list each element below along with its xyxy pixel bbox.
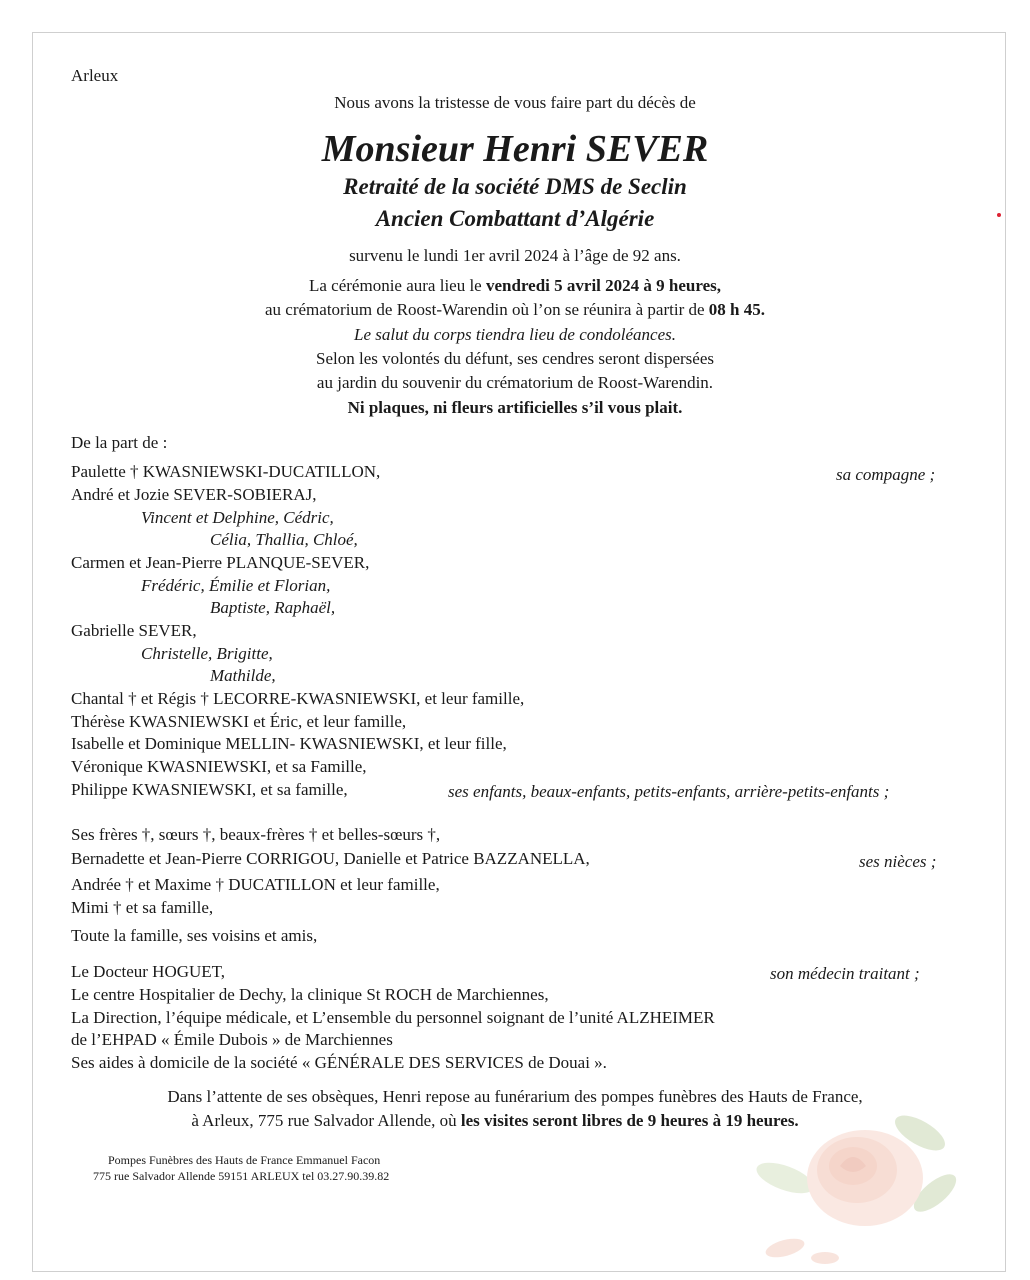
ceremony-date: vendredi 5 avril 2024 à 9 heures, <box>485 276 721 295</box>
ceremony-line-2 <box>0 300 1030 320</box>
family-line: Paulette † KWASNIEWSKI-DUCATILLON, <box>71 462 381 481</box>
town-name: Arleux <box>71 66 119 85</box>
ceremony-line-1 <box>0 276 1030 296</box>
family-line: Thérèse KWASNIEWSKI et Éric, et leur famille, <box>71 712 407 731</box>
family-line: Le Docteur HOGUET, <box>71 962 226 981</box>
family-line: Ses aides à domicile de la société « GÉNÉRALE DES SERVICES de Douai ». <box>71 1053 607 1072</box>
deceased-name: Monsieur Henri SEVER <box>321 128 709 170</box>
family-line: André et Jozie SEVER-SOBIERAJ, <box>71 485 317 504</box>
closing-line-1: Dans l’attente de ses obsèques, Henri repose au funérarium des pompes funèbres des Hauts de France, <box>167 1087 863 1106</box>
relation-label: son médecin traitant ; <box>770 964 920 983</box>
family-line: Célia, Thallia, Chloé, <box>210 530 358 549</box>
family-line: Christelle, Brigitte, <box>141 644 273 663</box>
family-line: Ses frères †, sœurs †, beaux-frères † et belles-sœurs †, <box>71 825 441 844</box>
family-line: Toute la famille, ses voisins et amis, <box>71 926 318 945</box>
subtitle-profession: Retraité de la société DMS de Seclin <box>343 174 687 199</box>
family-line: Frédéric, Émilie et Florian, <box>141 576 331 595</box>
relation-label: sa compagne ; <box>836 465 936 484</box>
family-line: Isabelle et Dominique MELLIN- KWASNIEWSKI, et leur fille, <box>71 734 507 753</box>
family-line: Le centre Hospitalier de Dechy, la clinique St ROCH de Marchiennes, <box>71 985 549 1004</box>
relation-label: ses enfants, beaux-enfants, petits-enfants, arrière-petits-enfants ; <box>448 782 890 801</box>
ceremony-line-2-text: au crématorium de Roost-Warendin où l’on se réunira à partir de <box>265 300 709 319</box>
ceremony-line-6: Ni plaques, ni fleurs artificielles s’il vous plait. <box>347 398 683 417</box>
family-line: de l’EHPAD « Émile Dubois » de Marchiennes <box>71 1030 393 1049</box>
family-heading: De la part de : <box>71 433 168 452</box>
ceremony-line-1-text: La cérémonie aura lieu le <box>309 276 486 295</box>
intro-text: Nous avons la tristesse de vous faire part du décès de <box>334 93 696 112</box>
ceremony-line-4: Selon les volontés du défunt, ses cendres seront dispersées <box>316 349 714 368</box>
family-line: Chantal † et Régis † LECORRE-KWASNIEWSKI, et leur famille, <box>71 689 525 708</box>
family-line: Philippe KWASNIEWSKI, et sa famille, <box>71 780 348 799</box>
closing-line-2-text: à Arleux, 775 rue Salvador Allende, où <box>191 1111 461 1130</box>
ceremony-time: 08 h 45. <box>708 300 765 319</box>
family-line: Mimi † et sa famille, <box>71 898 214 917</box>
subtitle-veteran: Ancien Combattant d’Algérie <box>375 206 655 231</box>
ceremony-line-3: Le salut du corps tiendra lieu de condoléances. <box>353 325 676 344</box>
footer-address: 775 rue Salvador Allende 59151 ARLEUX tel 03.27.90.39.82 <box>93 1169 390 1183</box>
family-line: Bernadette et Jean-Pierre CORRIGOU, Danielle et Patrice BAZZANELLA, <box>71 849 590 868</box>
family-line: Carmen et Jean-Pierre PLANQUE-SEVER, <box>71 553 370 572</box>
ceremony-line-5: au jardin du souvenir du crématorium de Roost-Warendin. <box>316 373 714 392</box>
family-line: Andrée † et Maxime † DUCATILLON et leur famille, <box>71 875 440 894</box>
family-line: Baptiste, Raphaël, <box>210 598 336 617</box>
family-line: Véronique KWASNIEWSKI, et sa Famille, <box>71 757 367 776</box>
family-line: Gabrielle SEVER, <box>71 621 197 640</box>
footer-company: Pompes Funèbres des Hauts de France Emmanuel Facon <box>108 1153 381 1167</box>
family-line: La Direction, l’équipe médicale, et L’ensemble du personnel soignant de l’unité ALZHEIMER <box>71 1008 715 1027</box>
relation-label: ses nièces ; <box>859 852 937 871</box>
death-date: survenu le lundi 1er avril 2024 à l’âge de 92 ans. <box>349 246 681 265</box>
rose-icon <box>745 1108 975 1268</box>
family-line: Vincent et Delphine, Cédric, <box>141 508 334 527</box>
visiting-hours: les visites seront libres de 9 heures à 19 heures. <box>460 1111 799 1130</box>
family-line: Mathilde, <box>210 666 276 685</box>
